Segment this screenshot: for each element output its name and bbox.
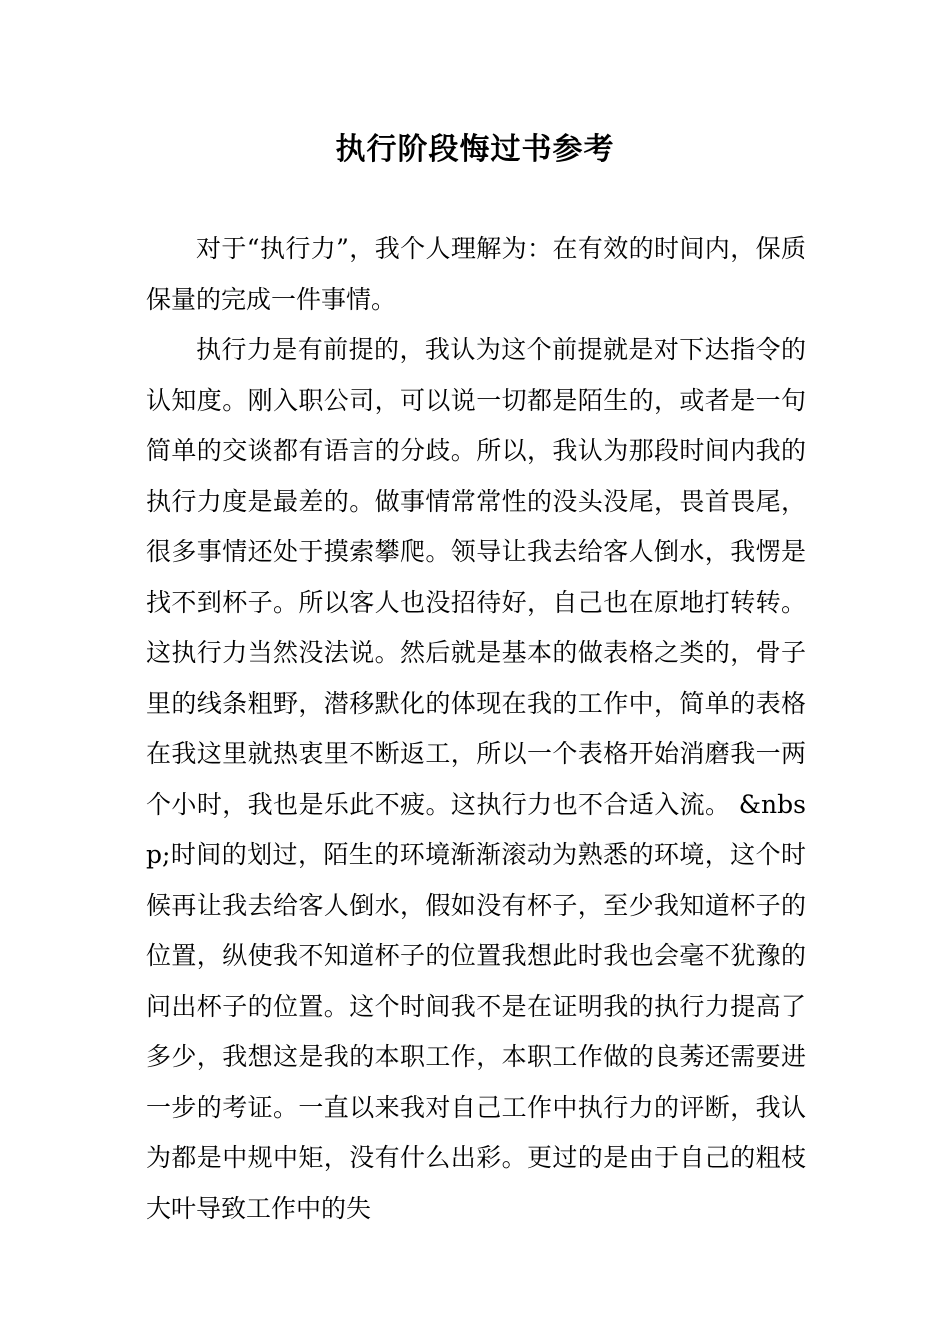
document-title: 执行阶段悔过书参考 xyxy=(335,132,615,167)
document-body xyxy=(146,224,806,1234)
paragraph-main: 执行力是有前提的，我认为这个前提就是对下达指令的认知度。刚入职公司，可以说一切都是陌生的，或者是一句简单的交谈都有语言的分歧。所以，我认为那段时间内我的执行力度是最差的。做事情常常性的没头没尾，畏首畏尾，很多事情还处于摸索攀爬。领导让我去给客人倒水，我愣是找不到杯子。所以客人也没招待好，自己也在原地打转转。这执行力当然没法说。然后就是基本的做表格之类的，骨子里的线条粗野，潜移默化的体现在我的工作中，简单的表格在我这里就热衷里不断返工，所以一个表格开始消磨我一两个小时，我也是乐此不疲。这执行力也不合适入流。 &nbsp;时间的划过，陌生的环境渐渐滚动为熟悉的环境，这个时候再让我去给客人倒水，假如没有杯子，至少我知道杯子的位置，纵使我不知道杯子的位置我想此时我也会毫不犹豫的问出杯子的位置。这个时间我不是在证明我的执行力提高了多少，我想这是我的本职工作，本职工作做的良莠还需要进一步的考证。一直以来我对自己工作中执行力的评断，我认为都是中规中矩，没有什么出彩。更过的是由于自己的粗枝大叶导致工作中的失 xyxy=(146,335,806,1223)
paragraph-definition: 对于“执行力”，我个人理解为：在有效的时间内，保质保量的完成一件事情。 xyxy=(146,234,806,314)
